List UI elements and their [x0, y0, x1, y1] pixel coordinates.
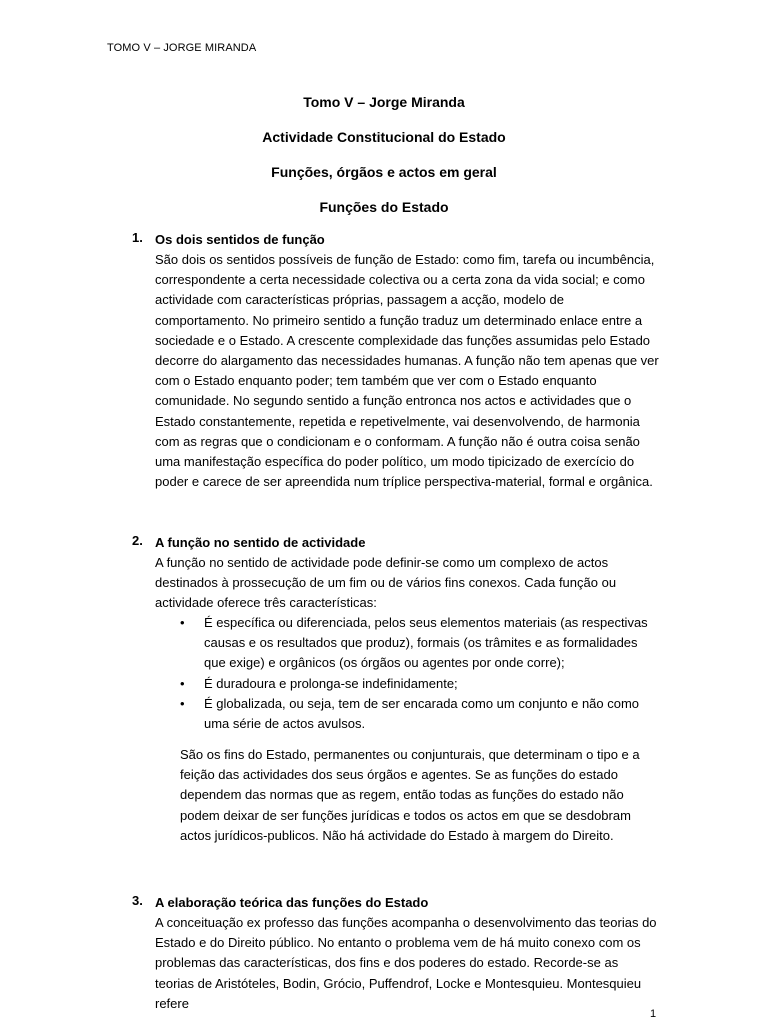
heading-volume: Tomo V – Jorge Miranda [303, 94, 465, 110]
list-item-text: É globalizada, ou seja, tem de ser encarada como um conjunto e não como uma série de actos avulsos. [204, 695, 640, 732]
section-title: A função no sentido de actividade [155, 535, 366, 550]
section-number: 3. [132, 893, 143, 908]
section-title: Os dois sentidos de função [155, 232, 325, 247]
section-paragraph: São os fins do Estado, permanentes ou conjunturais, que determinam o tipo e a feição das actividades dos seus órgãos e agentes. Se as funções do estado dependem das normas que as regem, então todas as funções do estado não podem deixar de ser funções jurídicas e todos os actos em que se desdobram actos jurídicos-publicos. Não há actividade do Estado à margem do Direito. [180, 747, 640, 843]
list-item [180, 694, 650, 734]
bullet-icon: • [180, 615, 185, 630]
list-item-text: É duradoura e prolonga-se indefinidamente; [204, 675, 458, 691]
list-item [180, 613, 650, 674]
running-header: TOMO V – JORGE MIRANDA [107, 42, 257, 54]
page-number: 1 [650, 1008, 657, 1020]
bullet-icon: • [180, 675, 185, 691]
section-body: A conceituação ex professo das funções acompanha o desenvolvimento das teorias do Estado e do Direito público. No entanto o problema vem de há muito conexo com os problemas das características, dos fins e dos poderes do estado. Recorde-se as teorias de Aristóteles, Bodin, Grócio, Puffendrof, Locke e Montesquieu. Montesquieu refere [155, 915, 657, 1011]
section-number: 2. [132, 533, 143, 548]
heading-chapter: Funções do Estado [319, 199, 449, 215]
list-item-text: É específica ou diferenciada, pelos seus elementos materiais (as respectivas causas e os resultados que produz), formais (os trâmites e as formalidades que exige) e orgânicos (os órgãos ou agentes por onde corre); [204, 615, 648, 671]
bullet-list [180, 613, 650, 734]
section-number: 1. [132, 230, 143, 245]
section-title: A elaboração teórica das funções do Estado [155, 895, 429, 910]
section-body: São dois os sentidos possíveis de função de Estado: como fim, tarefa ou incumbência, correspondente a certa necessidade colectiva ou a certa zona da vida social; e como actividade com características próprias, passagem a acção, modelo de comportamento. No primeiro sentido a função traduz um determinado enlace entre a sociedade e o Estado. A crescente complexidade das funções assumidas pelo Estado decorre do alargamento das necessidades humanas. A função não tem apenas que ver com o Estado enquanto poder; tem também que ver com o Estado enquanto comunidade. No segundo sentido a função entronca nos actos e actividades que o Estado constantemente, repetida e repetivelmente, vai desenvolvendo, de harmonia com as regras que o condicionam e o conformam. A função não é outra coisa senão uma manifestação específica do poder político, um modo tipicizado de exercício do poder e carece de ser apreendida num tríplice perspectiva-material, formal e orgânica. [155, 252, 659, 490]
heading-topic: Funções, órgãos e actos em geral [271, 164, 497, 180]
section-body: A função no sentido de actividade pode definir-se como um complexo de actos destinados à prossecução de um fim ou de vários fins conexos. Cada função ou actividade oferece três características: [155, 555, 617, 611]
heading-subject: Actividade Constitucional do Estado [262, 129, 506, 145]
list-item [180, 674, 650, 694]
bullet-icon: • [180, 695, 185, 711]
document-headings [0, 92, 768, 232]
